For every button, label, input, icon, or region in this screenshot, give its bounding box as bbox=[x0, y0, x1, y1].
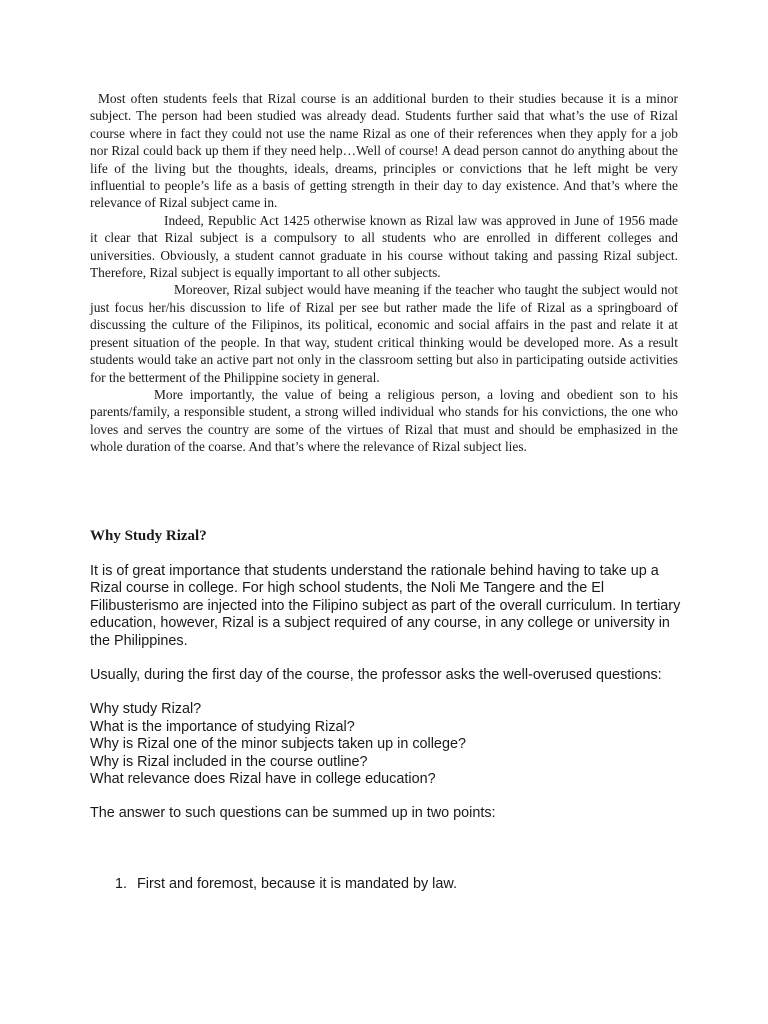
section-heading: Why Study Rizal? bbox=[90, 528, 207, 544]
numbered-list bbox=[115, 876, 457, 893]
intro-section bbox=[90, 90, 678, 456]
why-study-section bbox=[90, 563, 690, 823]
intro-paragraph-2: Indeed, Republic Act 1425 otherwise known as Rizal law was approved in June of 1956 made it clear that Rizal subject is a compulsory to all students who are enrolled in different colleges and universities. Obviously, a student cannot graduate in his course without taking and passing Rizal subject. Therefore, Rizal subject is equally important to all other subjects. bbox=[90, 212, 678, 281]
question-list bbox=[90, 701, 690, 788]
section-paragraph-1: It is of great importance that students understand the rationale behind having to take up a Rizal course in college. For high school students, the Noli Me Tangere and the El Filibusterismo are injected into the Filipino subject as part of the overall curriculum. In tertiary education, however, Rizal is a subject required of any course, in any college or university in the Philippines. bbox=[90, 563, 681, 649]
question-item: What is the importance of studying Rizal? bbox=[90, 718, 355, 735]
intro-paragraph-1: Most often students feels that Rizal course is an additional burden to their studies because it is a minor subject. The person had been studied was already dead. Students further said that what’s the use of Rizal course where in fact they could not use the name Rizal as one of their references when they apply for a job nor Rizal could back up them if they need help…Well of course! A dead person cannot do anything about the life of the living but the thoughts, ideals, dreams, principles or convictions that he left might be very influential to people’s life as a basis of getting strength in their day to day existence. And that’s where the relevance of Rizal subject came in. bbox=[90, 91, 678, 211]
list-number: 1. bbox=[115, 876, 128, 892]
intro-paragraph-4: More importantly, the value of being a religious person, a loving and obedient son to his parents/family, a responsible student, a strong willed individual who stands for his convictions, the one who loves and serves the country are some of the virtues of Rizal that must and should be emphasized in the whole duration of the coarse. And that’s where the relevance of Rizal subject lies. bbox=[90, 386, 678, 455]
question-item: Why is Rizal included in the course outline? bbox=[90, 753, 368, 770]
question-item: Why study Rizal? bbox=[90, 701, 202, 718]
question-item: What relevance does Rizal have in college education? bbox=[90, 771, 436, 788]
section-paragraph-2: Usually, during the first day of the course, the professor asks the well-overused questions: bbox=[90, 667, 662, 684]
question-item: Why is Rizal one of the minor subjects taken up in college? bbox=[90, 736, 466, 753]
list-text: First and foremost, because it is mandated by law. bbox=[137, 876, 457, 892]
intro-paragraph-3: Moreover, Rizal subject would have meaning if the teacher who taught the subject would not just focus her/his discussion to life of Rizal per see but rather made the life of Rizal as a springboard of discussing the culture of the Filipinos, its political, economic and social affairs in the past and relate it at present situation of the people. In that way, student critical thinking would be developed more. As a result students would take an active part not only in the classroom setting but also in participating outside activities for the betterment of the Philippine society in general. bbox=[90, 282, 678, 385]
section-paragraph-3: The answer to such questions can be summed up in two points: bbox=[90, 805, 496, 822]
list-item bbox=[115, 876, 457, 893]
